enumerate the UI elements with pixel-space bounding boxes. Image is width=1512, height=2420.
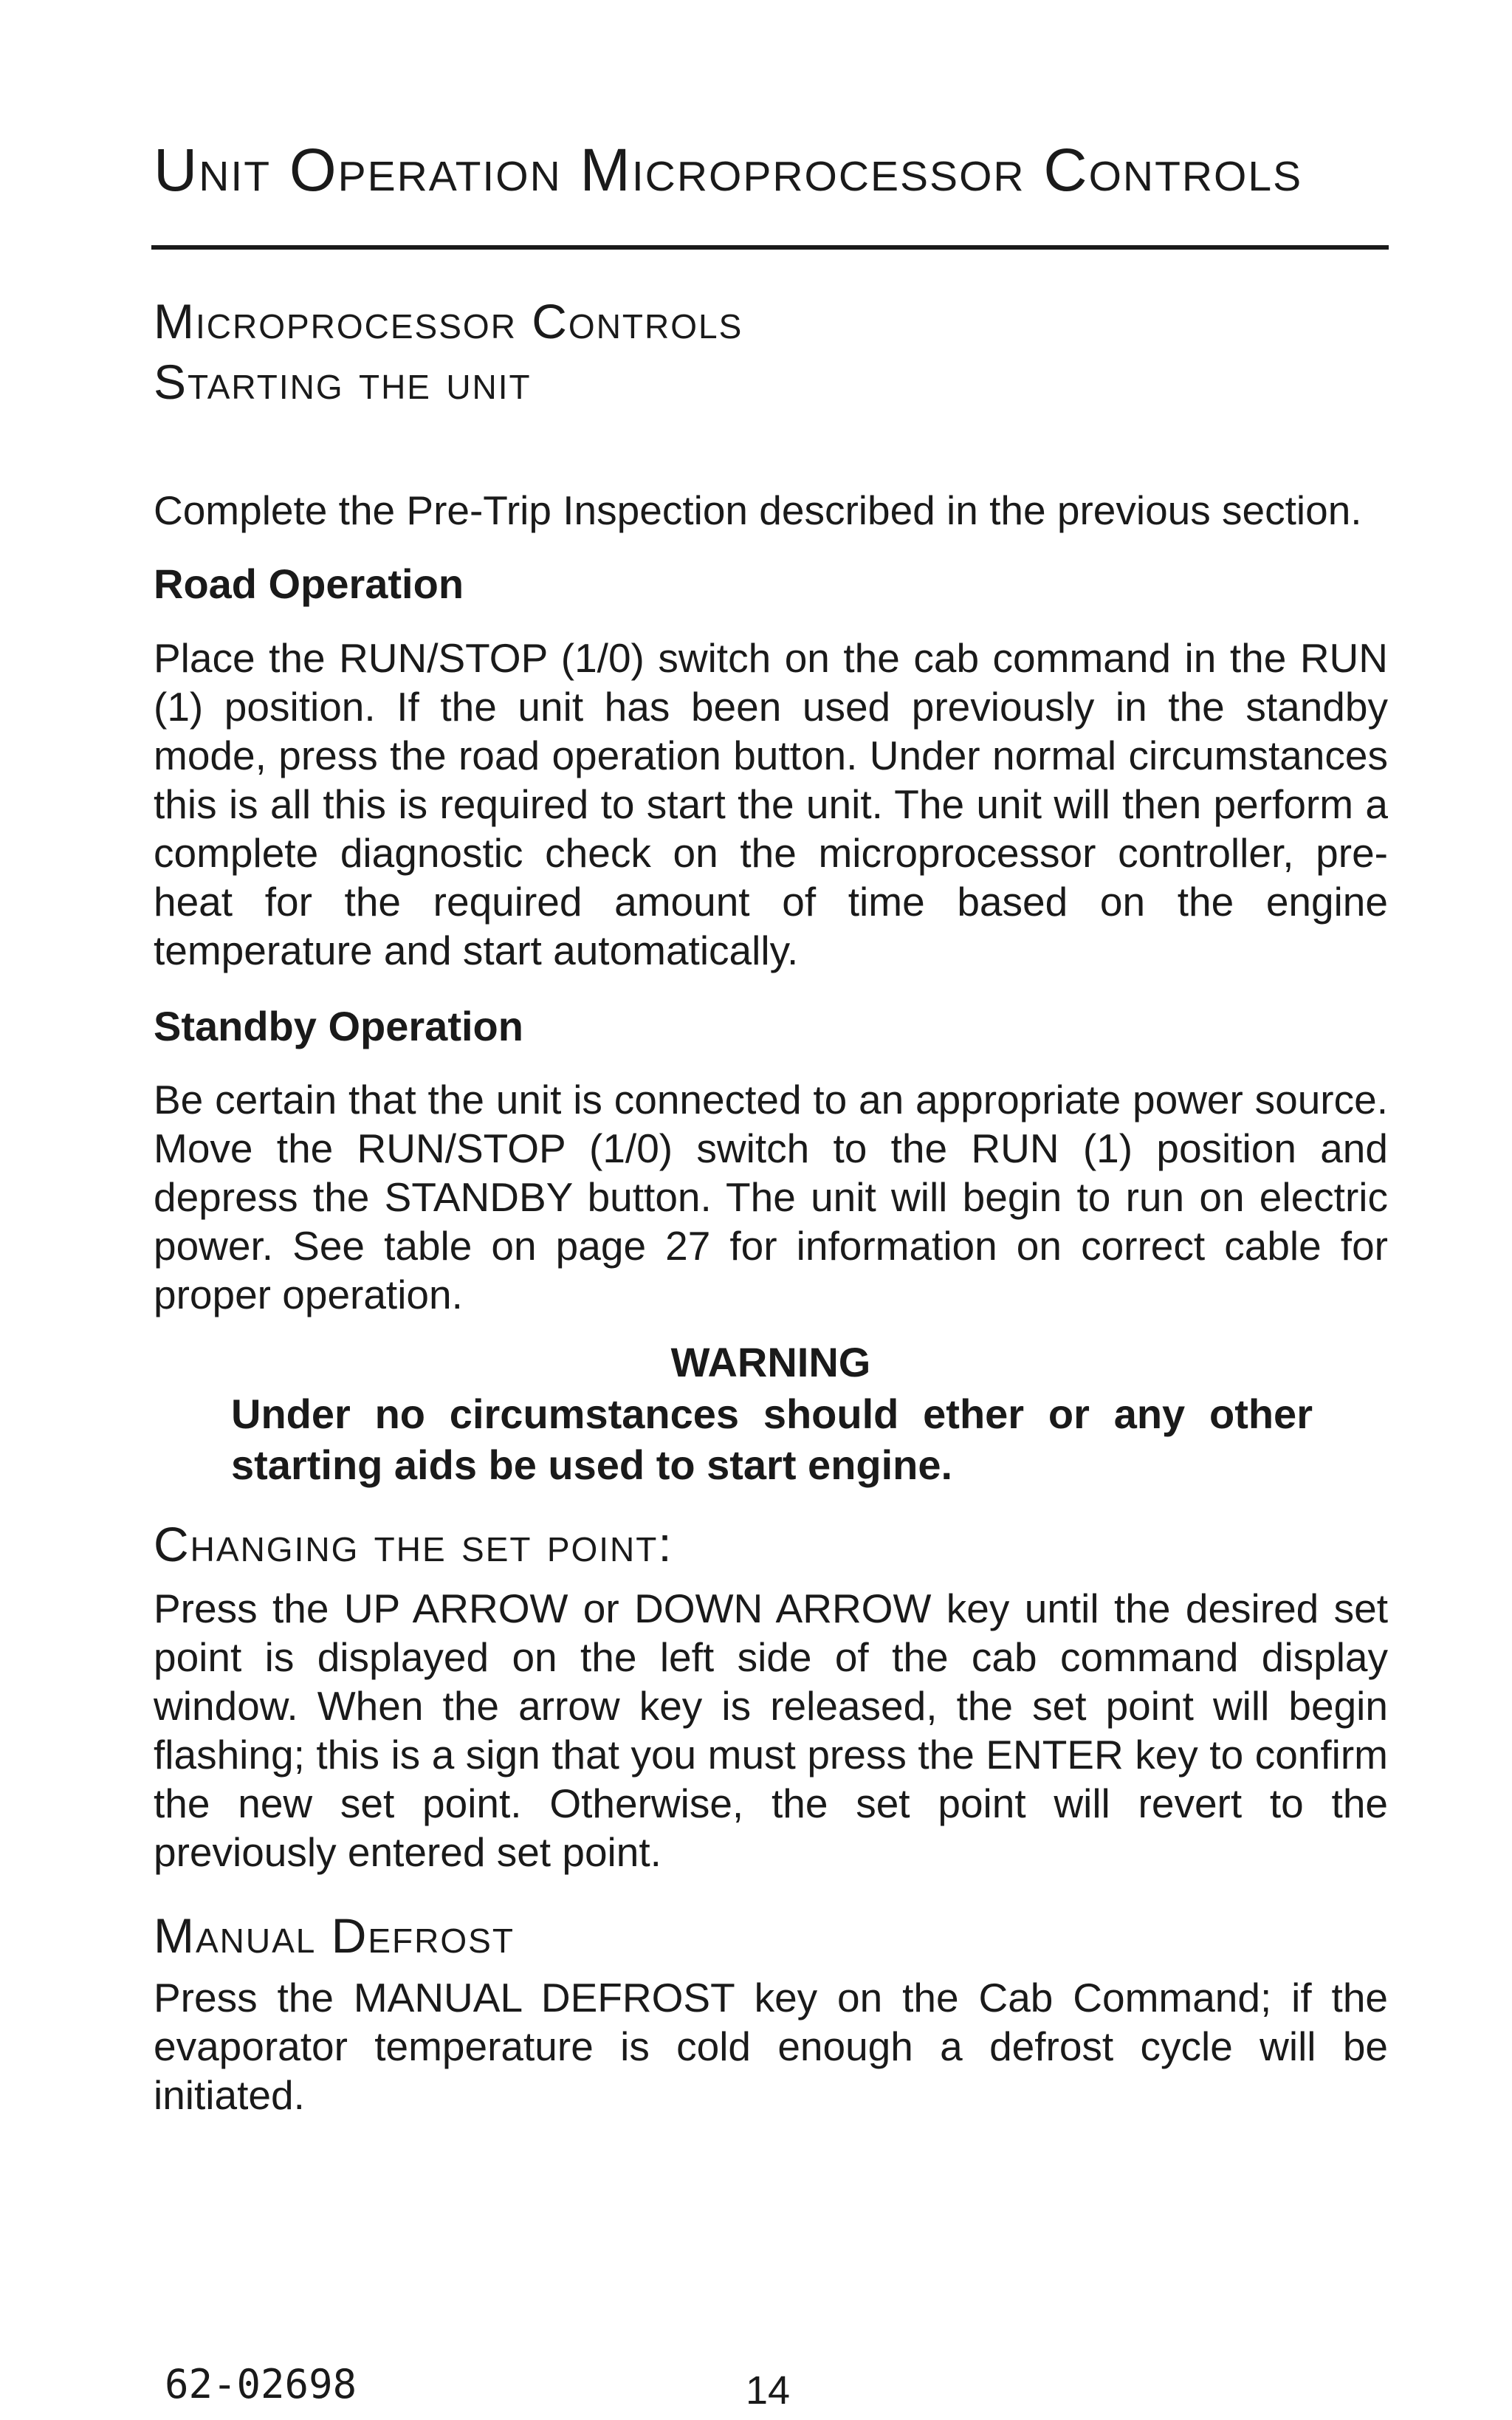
intro-paragraph: Complete the Pre-Trip Inspection described in the previous section. [154,487,1362,533]
warning-text: Under no circumstances should ether or any other starting aids be used to start engine. [231,1391,1313,1488]
set-point-heading: Changing the set point: [154,1517,673,1571]
standby-operation-heading: Standby Operation [154,1003,523,1049]
manual-defrost-heading: Manual Defrost [154,1908,515,1963]
warning-title: WARNING [670,1339,871,1385]
section-title: Microprocessor Controls [154,294,743,349]
standby-operation-paragraph: Be certain that the unit is connected to an appropriate power source. Move the RUN/STOP (1/0) switch to the RUN (1) position and depress the STANDBY button. The unit will begin to run on electric power. See table on page 27 for information on correct cable for proper operation. [154,1077,1388,1317]
manual-defrost-paragraph: Press the MANUAL DEFROST key on the Cab Command; if the evaporator temperature is cold enough a defrost cycle will be initiated. [154,1975,1388,2118]
document-number: 62-02698 [165,2361,357,2407]
page-number: 14 [746,2368,791,2413]
set-point-paragraph: Press the UP ARROW or DOWN ARROW key until the desired set point is displayed on the left side of the cab command display window. When the arrow key is released, the set point will begin flashing; this is a sign that you must press the ENTER key to confirm the new set point. Otherwise, the set point will revert to the previously entered set point. [154,1586,1388,1875]
header-divider [151,245,1389,250]
road-operation-paragraph: Place the RUN/STOP (1/0) switch on the cab command in the RUN (1) position. If the unit has been used previously in the standby mode, press the road operation button. Under normal circumstances this is all this is required to start the unit. The unit will then perform a complete diagnostic check on the microprocessor controller, pre-heat for the required amount of time based on the engine temperature and start automatically. [154,635,1388,973]
road-operation-heading: Road Operation [154,561,464,607]
section-subtitle: Starting the unit [154,354,532,409]
page-header-title: Unit Operation Microprocessor Controls [154,137,1303,204]
